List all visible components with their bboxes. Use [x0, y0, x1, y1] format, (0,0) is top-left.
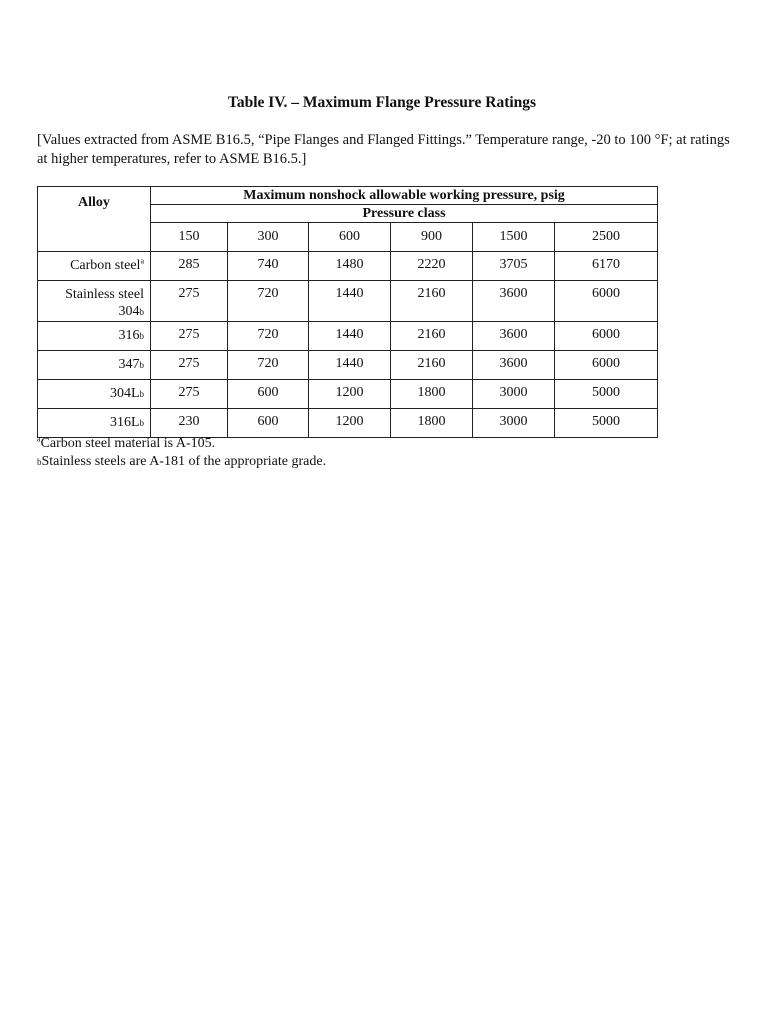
value-cell: 3705 — [473, 252, 555, 281]
class-header-cell: 900 — [391, 223, 473, 252]
value-cell: 3600 — [473, 281, 555, 322]
value-cell: 230 — [151, 409, 228, 438]
value-cell: 2160 — [391, 351, 473, 380]
value-cell: 740 — [228, 252, 309, 281]
value-cell: 3600 — [473, 351, 555, 380]
class-header-cell: 2500 — [555, 223, 658, 252]
footnote-text: Carbon steel material is A-105. — [40, 436, 216, 451]
alloy-header: Alloy — [38, 187, 151, 252]
table-row — [38, 252, 658, 281]
value-cell: 2160 — [391, 322, 473, 351]
alloy-name: 316L — [109, 415, 140, 430]
alloy-name: 316 — [118, 328, 140, 343]
value-cell: 6000 — [555, 351, 658, 380]
value-cell: 1200 — [309, 380, 391, 409]
table-row — [38, 409, 658, 438]
footnote-b — [37, 453, 326, 471]
alloy-name: 347 — [118, 357, 140, 372]
value-cell: 5000 — [555, 380, 658, 409]
footnote-mark: a — [37, 434, 41, 444]
value-cell: 3000 — [473, 380, 555, 409]
footnote-mark: b — [139, 360, 144, 370]
footnote-mark: b — [139, 389, 144, 399]
footnote-mark: b — [139, 331, 144, 341]
value-cell: 1800 — [391, 409, 473, 438]
value-cell: 1440 — [309, 322, 391, 351]
value-cell: 3600 — [473, 322, 555, 351]
value-cell: 1800 — [391, 380, 473, 409]
value-cell: 720 — [228, 322, 309, 351]
footnote-a — [37, 435, 326, 453]
value-cell: 2160 — [391, 281, 473, 322]
flange-pressure-table — [37, 186, 658, 438]
value-cell: 275 — [151, 351, 228, 380]
alloy-cell — [38, 252, 151, 281]
table-row — [38, 322, 658, 351]
value-cell: 6000 — [555, 281, 658, 322]
class-header-cell: 300 — [228, 223, 309, 252]
alloy-name: 304L — [109, 386, 140, 401]
table-row — [38, 351, 658, 380]
table-title: Table IV. – Maximum Flange Pressure Ratings — [227, 94, 537, 111]
value-cell: 285 — [151, 252, 228, 281]
value-cell: 275 — [151, 380, 228, 409]
alloy-cell — [38, 380, 151, 409]
alloy-name: Stainless steel 304 — [65, 287, 144, 319]
footnote-text: Stainless steels are A-181 of the appropriate grade. — [41, 454, 327, 469]
class-header-cell: 1500 — [473, 223, 555, 252]
value-cell: 2220 — [391, 252, 473, 281]
table-row — [38, 380, 658, 409]
value-cell: 600 — [228, 380, 309, 409]
alloy-name: Carbon steel — [70, 258, 141, 273]
value-cell: 3000 — [473, 409, 555, 438]
table-row — [38, 281, 658, 322]
footnote-mark: a — [140, 256, 144, 266]
value-cell: 5000 — [555, 409, 658, 438]
value-cell: 1200 — [309, 409, 391, 438]
value-cell: 1480 — [309, 252, 391, 281]
footnote-mark: b — [139, 418, 144, 428]
footnote-mark: b — [37, 457, 42, 467]
value-cell: 720 — [228, 351, 309, 380]
alloy-cell — [38, 281, 151, 322]
value-cell: 600 — [228, 409, 309, 438]
pressure-main-header: Maximum nonshock allowable working pressure, psig — [151, 187, 658, 205]
value-cell: 275 — [151, 281, 228, 322]
table-intro-note: [Values extracted from ASME B16.5, “Pipe Flanges and Flanged Fittings.” Temperature range, -20 to 100 °F; at ratings at higher temperatures, refer to ASME B16.5.] — [37, 132, 730, 167]
class-header-cell: 150 — [151, 223, 228, 252]
table-footnotes — [37, 435, 326, 471]
value-cell: 1440 — [309, 281, 391, 322]
value-cell: 720 — [228, 281, 309, 322]
value-cell: 275 — [151, 322, 228, 351]
value-cell: 6170 — [555, 252, 658, 281]
pressure-class-header: Pressure class — [151, 205, 658, 223]
alloy-cell — [38, 409, 151, 438]
alloy-cell — [38, 351, 151, 380]
alloy-cell — [38, 322, 151, 351]
value-cell: 1440 — [309, 351, 391, 380]
class-header-cell: 600 — [309, 223, 391, 252]
footnote-mark: b — [139, 307, 144, 317]
value-cell: 6000 — [555, 322, 658, 351]
